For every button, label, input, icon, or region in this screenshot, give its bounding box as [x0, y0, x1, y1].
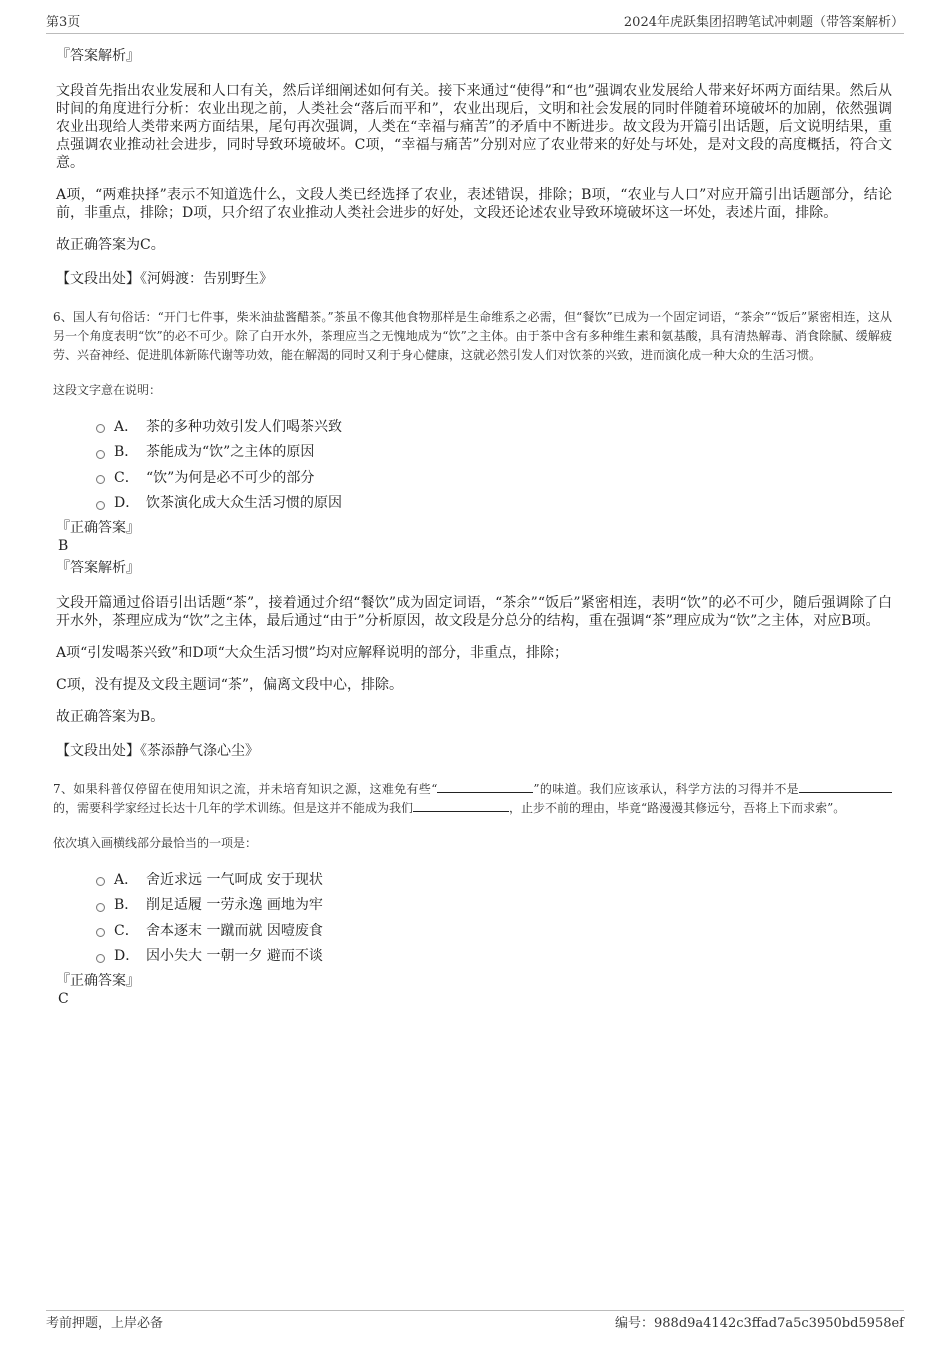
correct-answer-heading: 『正确答案』: [56, 973, 140, 989]
radio-button-icon[interactable]: [96, 450, 105, 459]
option-letter: B．: [114, 444, 139, 461]
radio-button-icon[interactable]: [96, 954, 105, 963]
option-letter: C．: [114, 922, 139, 939]
page-number: 第3页: [46, 15, 81, 30]
option-text: 因小失大 一朝一夕 避而不谈: [146, 948, 323, 965]
option-a[interactable]: [96, 414, 892, 440]
analysis-heading: 『答案解析』: [56, 48, 140, 64]
option-text: 茶能成为“饮”之主体的原因: [146, 444, 315, 461]
analysis-paragraph: C项，没有提及文段主题词“茶”，偏离文段中心，排除。: [56, 677, 404, 693]
conclusion: 故正确答案为C。: [56, 237, 165, 253]
analysis-paragraph: A项“引发喝茶兴致”和D项“大众生活习惯”均对应解释说明的部分，非重点，排除；: [56, 645, 568, 661]
question-6-prompt: 这段文字意在说明：: [53, 383, 162, 397]
page-header: [46, 14, 904, 34]
document-title: 2024年虎跃集团招聘笔试冲刺题（带答案解析）: [623, 15, 904, 30]
question-7-text: [53, 780, 892, 818]
page-footer: [46, 1310, 904, 1332]
page-content: [53, 44, 892, 1007]
radio-button-icon[interactable]: [96, 928, 105, 937]
option-c[interactable]: [96, 918, 892, 944]
option-text: 舍近求远 一气呵成 安于现状: [146, 871, 323, 888]
correct-answer: C: [58, 991, 69, 1007]
option-letter: B．: [114, 897, 139, 914]
option-text: 茶的多种功效引发人们喝茶兴致: [146, 418, 342, 435]
option-a[interactable]: [96, 867, 892, 893]
question-text-segment: ，止步不前的理由，毕竟“路漫漫其修远兮，吾将上下而求索”。: [509, 801, 846, 815]
footer-note: 考前押题，上岸必备: [46, 1316, 164, 1331]
option-d[interactable]: [96, 944, 892, 970]
question-text-segment: 7、如果科普仅停留在使用知识之流，并未培育知识之源，这难免有些“: [53, 782, 438, 796]
option-d[interactable]: [96, 491, 892, 517]
option-letter: C．: [114, 469, 139, 486]
analysis-paragraph: 文段首先指出农业发展和人口有关，然后详细阐述如何有关。接下来通过“使得”和“也”强调农业发展给人带来好坏两方面结果。然后从时间的角度进行分析：农业出现之前，人类社会“落后而平和”，农业出现后，文明和社会发展的同时伴随着环境破坏的加剧，依然强调农业出现给人类带来两方面结果，尾句再次强调，人类在“幸福与痛苦”的矛盾中不断进步。故文段为开篇引出话题，后文说明结果，重点强调农业推动社会进步，同时导致环境破坏。C项，“幸福与痛苦”分别对应了农业带来的好处与坏处，是对文段的高度概括，符合文意。: [56, 83, 892, 171]
option-text: 饮茶演化成大众生活习惯的原因: [146, 495, 342, 512]
radio-button-icon[interactable]: [96, 903, 105, 912]
radio-button-icon[interactable]: [96, 475, 105, 484]
radio-button-icon[interactable]: [96, 424, 105, 433]
option-text: 削足适履 一劳永逸 画地为牢: [146, 897, 323, 914]
correct-answer: B: [58, 538, 69, 554]
fill-blank: [437, 781, 533, 793]
radio-button-icon[interactable]: [96, 501, 105, 510]
analysis-paragraph: 文段开篇通过俗语引出话题“茶”，接着通过介绍“餐饮”成为固定词语，“茶余”“饭后”紧密相连，表明“饮”的必不可少，随后强调除了白开水外，茶理应成为“饮”之主体，最后通过“由于”分析原因，故文段是分总分的结构，重在强调“茶”理应成为“饮”之主体，对应B项。: [56, 595, 892, 629]
analysis-paragraph: A项，“两难抉择”表示不知道选什么，文段人类已经选择了农业，表述错误，排除；B项，“农业与人口”对应开篇引出话题部分，结论前，非重点，排除；D项，只介绍了农业推动人类社会进步的好处，文段还论述农业导致环境破坏这一坏处，表述片面，排除。: [56, 187, 892, 221]
question-text-segment: ”的味道。我们应该承认，科学方法的习得并不是: [533, 782, 800, 796]
option-b[interactable]: [96, 440, 892, 466]
radio-button-icon[interactable]: [96, 877, 105, 886]
document-code: 编号：988d9a4142c3ffad7a5c3950bd5958ef: [615, 1316, 904, 1331]
option-b[interactable]: [96, 893, 892, 919]
question-7-prompt: 依次填入画横线部分最恰当的一项是：: [53, 836, 258, 850]
passage-source: 【文段出处】《茶添静气涤心尘》: [56, 743, 259, 759]
fill-blank: [799, 781, 892, 793]
question-text-segment: 的，需要科学家经过长达十几年的学术训练。但是这并不能成为我们: [53, 801, 414, 815]
option-letter: D．: [114, 948, 140, 965]
analysis-heading: 『答案解析』: [56, 560, 140, 576]
question-6-options: [96, 414, 892, 516]
question-7-options: [96, 867, 892, 969]
option-letter: D．: [114, 495, 140, 512]
option-c[interactable]: [96, 465, 892, 491]
option-letter: A．: [114, 418, 139, 435]
passage-source: 【文段出处】《河姆渡：告别野生》: [56, 271, 273, 287]
option-letter: A．: [114, 871, 139, 888]
option-text: 舍本逐末 一蹴而就 因噎废食: [146, 922, 323, 939]
conclusion: 故正确答案为B。: [56, 709, 165, 725]
option-text: “饮”为何是必不可少的部分: [146, 469, 315, 486]
correct-answer-heading: 『正确答案』: [56, 520, 140, 536]
fill-blank: [413, 800, 509, 812]
question-6-text: 6、国人有句俗话：“开门七件事，柴米油盐酱醋茶。”茶虽不像其他食物那样是生命维系之必需，但“餐饮”已成为一个固定词语，“茶余”“饭后”紧密相连，这从另一个角度表明“饮”的必不可少。除了白开水外，茶理应当之无愧地成为“饮”之主体。由于茶中含有多种维生素和氨基酸，具有清热解毒、消食除腻、缓解疲劳、兴奋神经、促进肌体新陈代谢等功效，能在解渴的同时又利于身心健康，这就必然引发人们对饮茶的兴致，进而演化成一种大众的生活习惯。: [53, 310, 892, 362]
